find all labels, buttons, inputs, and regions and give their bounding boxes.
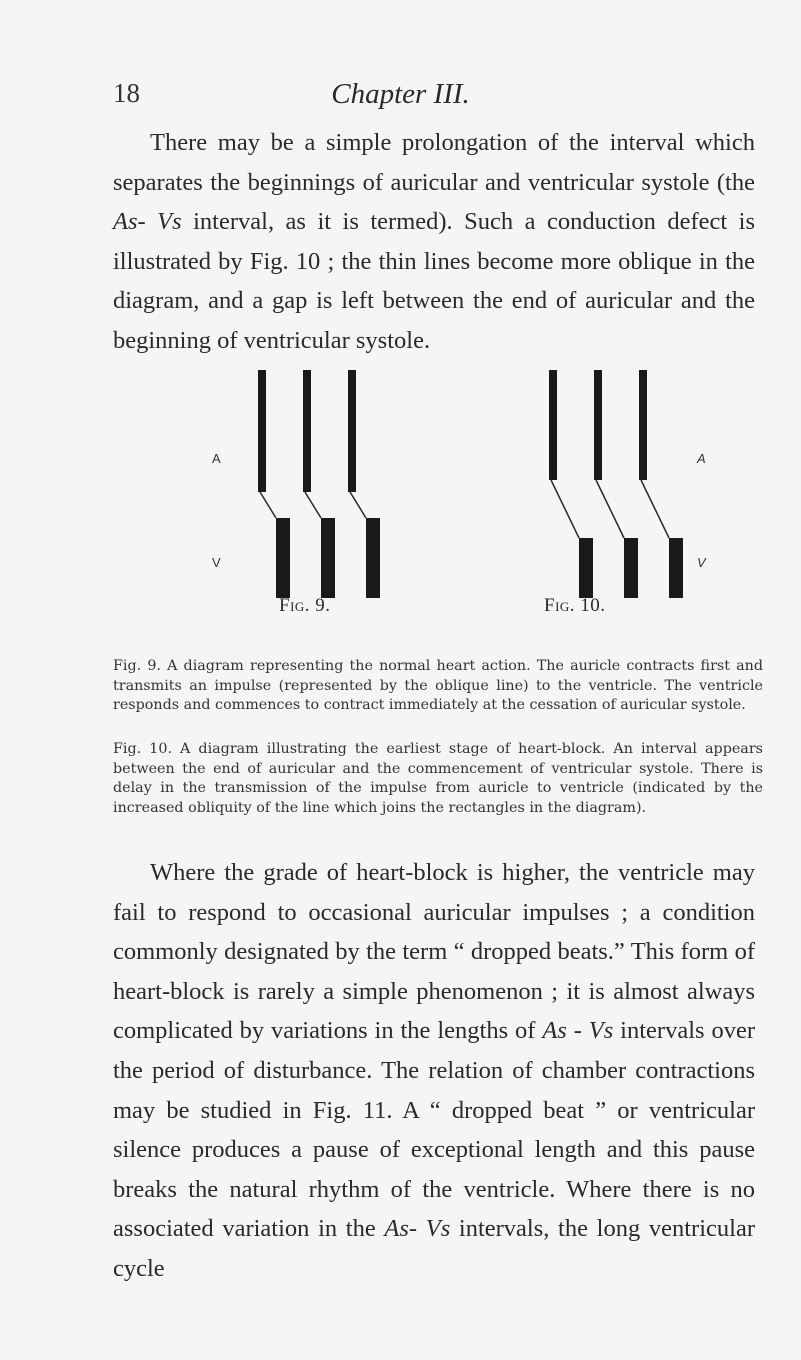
conduction-line: [596, 480, 624, 538]
as-vs-term: As - Vs: [542, 1017, 614, 1045]
as-vs-term: As- Vs: [113, 208, 182, 236]
fig-10-caption: Fig. 10. A diagram illustrating the earliest stage of heart-block. An interval appears between the end of auricular and the commencement of ventricular systole. There is delay in the transmission of the impulse from auricle to ventricle (indicated by the increased obliquity of the line which joins the rectangles in the diagram).: [113, 741, 763, 816]
fig-10-diagram: [549, 370, 683, 598]
paragraph-2: [113, 853, 755, 1289]
heart-action-diagram: [0, 370, 801, 600]
conduction-line: [350, 492, 366, 518]
page-number: 18: [113, 78, 140, 108]
fig-10-label: Fig. 10.: [544, 595, 606, 616]
fig-9-label: Fig. 9.: [279, 595, 331, 616]
auricle-systole-bar: [594, 370, 602, 480]
auricle-systole-bar: [348, 370, 356, 492]
ventricle-systole-block: [624, 538, 638, 598]
auricle-systole-bar: [303, 370, 311, 492]
paragraph-1: [113, 123, 755, 361]
auricle-systole-bar: [639, 370, 647, 480]
fig-9-diagram: [258, 370, 380, 598]
fig-9-caption: Fig. 9. A diagram representing the normal heart action. The auricle contracts first and transmits an impulse (represented by the oblique line) to the ventricle. The ventricle responds and commences to contract immediately at the cessation of auricular systole.: [113, 658, 763, 714]
ventricle-label-left: V: [212, 555, 221, 570]
auricle-systole-bar: [258, 370, 266, 492]
auricle-label-right: A: [697, 451, 706, 466]
ventricle-systole-block: [669, 538, 683, 598]
paragraph-2-text-b: intervals over the period of disturbance. The relation of chamber contractions may be studied in Fig. 11. A “ dropped beat ” or ventricular silence produces a pause of exceptional length and this pause breaks the natural rhythm of the ventricle. Where there is no associated variation in the: [113, 1017, 755, 1243]
conduction-line: [641, 480, 669, 538]
ventricle-label-right: V: [697, 555, 706, 570]
as-vs-term: As- Vs: [384, 1215, 451, 1243]
ventricle-systole-block: [321, 518, 335, 598]
paragraph-2-text-a: Where the grade of heart-block is higher, the ventricle may fail to respond to occasional auricular impulses ; a condition commonly designated by the term “ dropped beats.” This form of heart-block is rarely a simple phenomenon ; it is almost always complicated by variations in the lengths of: [113, 859, 755, 1045]
paragraph-1-text-a: There may be a simple prolongation of the interval which separates the beginnings of auricular and ventricular systole (the: [113, 129, 755, 196]
paragraph-1-text-b: interval, as it is termed). Such a conduction defect is illustrated by Fig. 10 ; the thin lines become more oblique in the diagram, and a gap is left between the end of auricular and the beginning of ventricular systole.: [113, 208, 755, 354]
ventricle-systole-block: [579, 538, 593, 598]
chapter-title: Chapter III.: [331, 78, 470, 110]
ventricle-systole-block: [366, 518, 380, 598]
ventricle-systole-block: [276, 518, 290, 598]
figures-9-10: [0, 370, 801, 630]
conduction-line: [551, 480, 579, 538]
auricle-systole-bar: [549, 370, 557, 480]
conduction-line: [305, 492, 321, 518]
conduction-line: [260, 492, 276, 518]
page-header: [0, 78, 801, 118]
auricle-label-left: A: [212, 451, 221, 466]
paragraph-2-text-c: intervals, the long ventricular cycle: [113, 1215, 755, 1282]
